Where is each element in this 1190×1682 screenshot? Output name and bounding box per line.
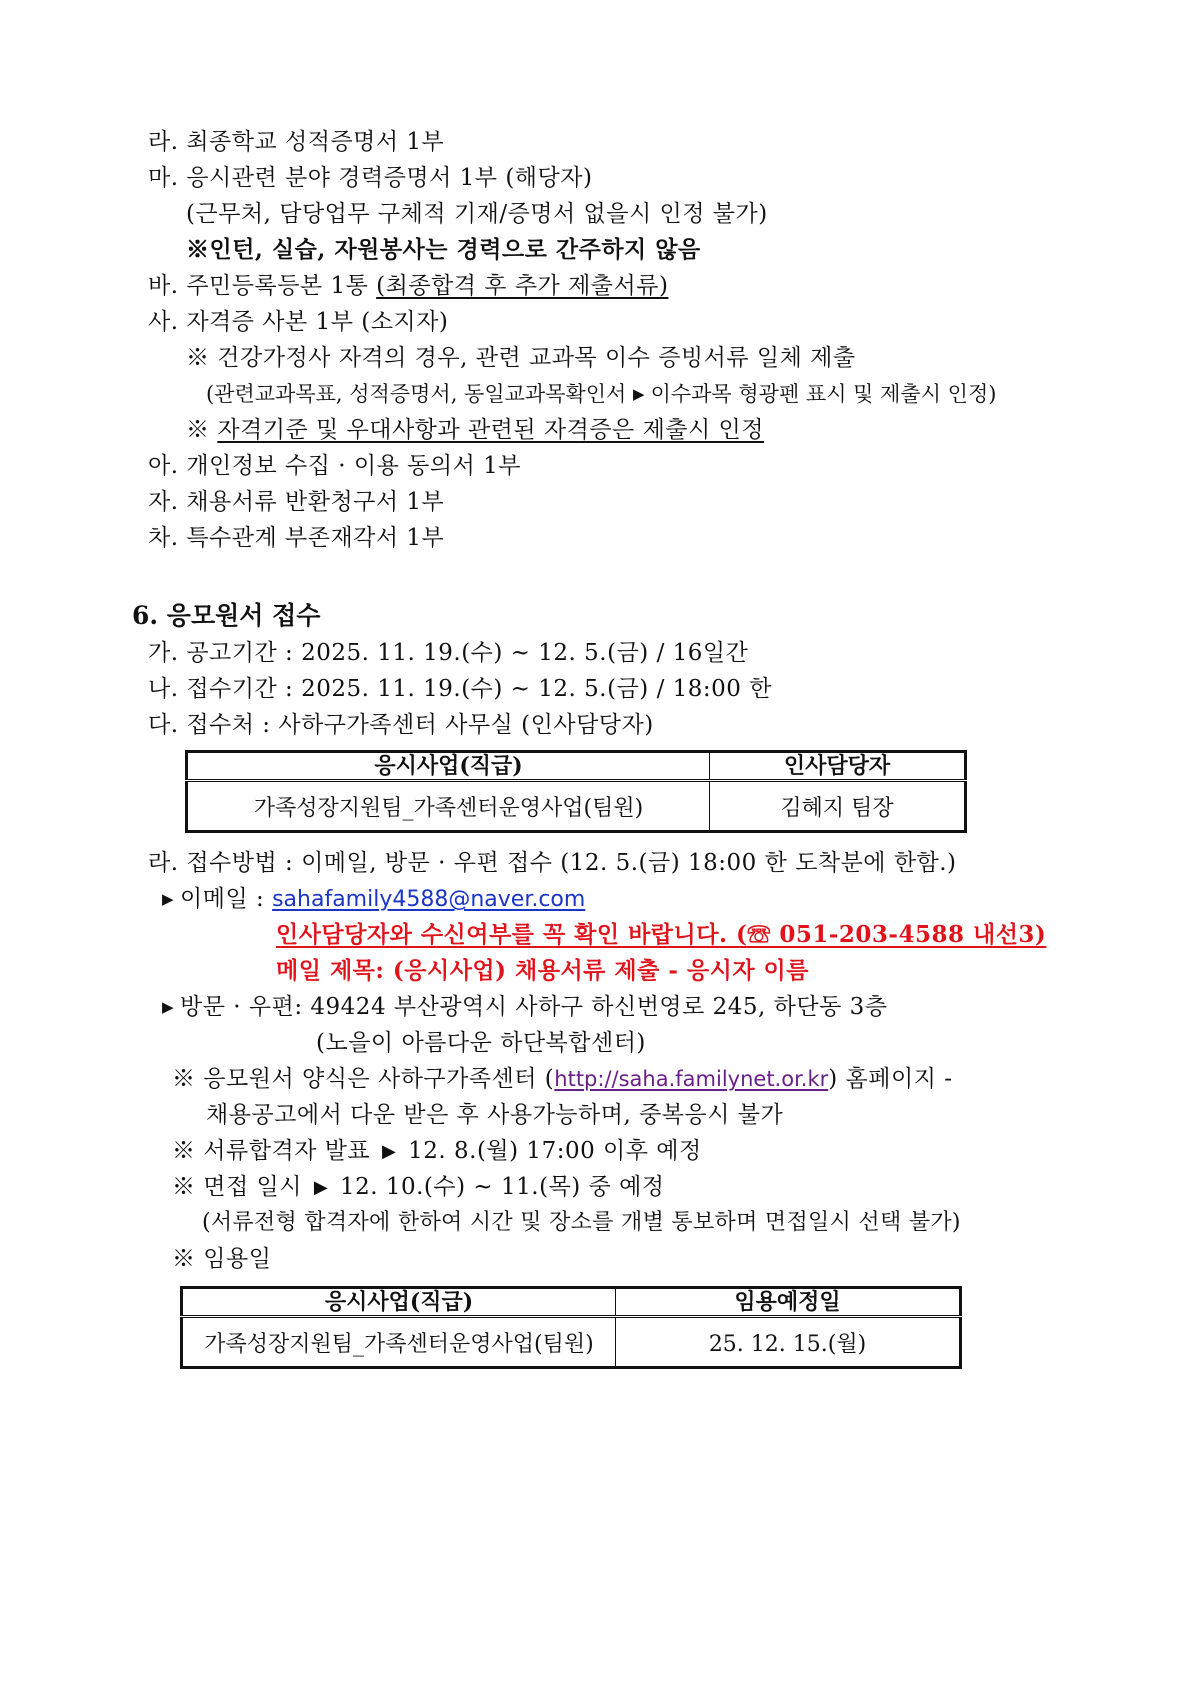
- email-confirm-note: 인사담당자와 수신여부를 꼭 확인 바랍니다. (☏ 051-203-4588 내선3): [276, 921, 1047, 948]
- career-cert-note: (근무처, 담당업무 구체적 기재/증명서 없을시 인정 불가): [186, 201, 768, 227]
- item-text: 응시관련 분야 경력증명서 1부 (해당자): [186, 165, 593, 191]
- section-6-title: 6. 응모원서 접수: [132, 601, 321, 630]
- triangle-right-icon: ▶: [313, 1177, 329, 1198]
- triangle-right-icon: ▶: [633, 385, 645, 403]
- notice-period: [148, 638, 748, 668]
- triangle-right-icon: ▶: [381, 1141, 397, 1162]
- hr-contact-table: [185, 750, 967, 833]
- appointment-note: ※ 임용일: [172, 1246, 272, 1272]
- table-row: [182, 1317, 961, 1368]
- email-line: [162, 884, 585, 915]
- result-date: 12. 8.(월) 17:00 이후 예정: [408, 1138, 702, 1164]
- table-cell: 25. 12. 15.(월): [616, 1317, 961, 1368]
- item-marker: 마.: [148, 165, 179, 191]
- triangle-right-icon: ▶: [162, 890, 175, 908]
- table-header-row: [187, 752, 966, 781]
- doc-item-ja: [148, 487, 444, 517]
- note-mark: ※: [186, 417, 210, 443]
- form-note-text: ※ 응모원서 양식은 사하구가족센터 (: [172, 1066, 555, 1092]
- application-place: [148, 710, 654, 740]
- item-text: 채용서류 반환청구서 1부: [186, 489, 445, 515]
- table-header-cell: 응시사업(직급): [182, 1288, 616, 1317]
- item-marker: 다.: [148, 712, 179, 738]
- email-link[interactable]: sahafamily4588@naver.com: [272, 887, 586, 912]
- doc-item-a: [148, 451, 521, 481]
- item-text: 최종학교 성적증명서 1부: [186, 129, 445, 155]
- application-form-note: [172, 1064, 953, 1094]
- course-docs-list: (관련교과목표, 성적증명서, 동일교과목확인서: [206, 382, 627, 406]
- visit-building: (노을이 아름다운 하단복합센터): [316, 1030, 646, 1056]
- item-text: 자격증 사본 1부 (소지자): [186, 309, 449, 335]
- item-text: 주민등록등본 1통: [186, 273, 377, 299]
- item-marker: 라.: [148, 850, 179, 876]
- certificate-acceptance-note: [186, 415, 764, 445]
- application-period: [148, 674, 772, 704]
- item-marker: 가.: [148, 640, 179, 666]
- item-text: 공고기간 : 2025. 11. 19.(수) ~ 12. 5.(금) / 16일간: [186, 640, 749, 666]
- interview-note: [172, 1172, 665, 1203]
- item-marker: 자.: [148, 489, 179, 515]
- application-method: [148, 848, 957, 878]
- item-text: 접수처 : 사하구가족센터 사무실 (인사담당자): [186, 712, 654, 738]
- table-row: [187, 781, 966, 832]
- item-text: 특수관계 부존재각서 1부: [186, 525, 445, 551]
- table-cell: 가족성장지원팀_가족센터운영사업(팀원): [187, 781, 710, 832]
- interview-label: ※ 면접 일시: [172, 1174, 302, 1200]
- table-cell: 가족성장지원팀_가족센터운영사업(팀원): [182, 1317, 616, 1368]
- result-label: ※ 서류합격자 발표: [172, 1138, 371, 1164]
- application-form-note-2: 채용공고에서 다운 받은 후 사용가능하며, 중복응시 불가: [206, 1102, 784, 1128]
- email-label: 이메일 :: [180, 886, 265, 912]
- email-subject-note: 메일 제목: (응시사업) 채용서류 제출 - 응시자 이름: [276, 957, 809, 984]
- table-header-cell: 응시사업(직급): [187, 752, 710, 781]
- triangle-right-icon: ▶: [162, 998, 175, 1016]
- interview-note-2: (서류전형 합격자에 한하여 시간 및 장소를 개별 통보하며 면접일시 선택 불가): [202, 1210, 961, 1235]
- item-marker: 나.: [148, 676, 179, 702]
- appointment-table: [180, 1286, 962, 1369]
- item-text: 개인정보 수집 · 이용 동의서 1부: [186, 453, 521, 479]
- table-header-row: [182, 1288, 961, 1317]
- doc-item-ra: [148, 127, 444, 157]
- doc-item-ba: [148, 271, 668, 301]
- visit-mail-line: [162, 992, 888, 1022]
- item-marker: 차.: [148, 525, 179, 551]
- item-text: 접수방법 : 이메일, 방문 · 우편 접수 (12. 5.(금) 18:00 한 도착분에 한함.): [186, 850, 957, 876]
- item-marker: 바.: [148, 273, 179, 299]
- item-marker: 라.: [148, 129, 179, 155]
- item-text: 접수기간 : 2025. 11. 19.(수) ~ 12. 5.(금) / 18:00 한: [186, 676, 772, 702]
- table-header-cell: 임용예정일: [616, 1288, 961, 1317]
- item-marker: 아.: [148, 453, 179, 479]
- interview-date: 12. 10.(수) ~ 11.(목) 중 예정: [339, 1174, 665, 1200]
- item-marker: 사.: [148, 309, 179, 335]
- document-result-note: [172, 1136, 702, 1167]
- homepage-link[interactable]: http://saha.familynet.or.kr: [554, 1067, 829, 1091]
- doc-item-sa: [148, 307, 448, 337]
- table-header-cell: 인사담당자: [710, 752, 966, 781]
- intern-exclusion-note: ※인턴, 실습, 자원봉사는 경력으로 간주하지 않음: [186, 236, 701, 263]
- family-counselor-note: ※ 건강가정사 자격의 경우, 관련 교과목 이수 증빙서류 일체 제출: [186, 345, 856, 371]
- form-note-text-end: ) 홈페이지 -: [828, 1066, 953, 1092]
- certificate-acceptance-text: 자격기준 및 우대사항과 관련된 자격증은 제출시 인정: [217, 417, 764, 443]
- visit-mail-address: 방문 · 우편: 49424 부산광역시 사하구 하신번영로 245, 하단동 3층: [180, 994, 888, 1020]
- course-docs-highlight: 이수과목 형광펜 표시 및 제출시 인정): [650, 382, 997, 406]
- table-cell: 김혜지 팀장: [710, 781, 966, 832]
- doc-item-cha: [148, 523, 444, 553]
- course-docs-note: [206, 379, 996, 409]
- final-pass-note: (최종합격 후 추가 제출서류): [376, 273, 669, 299]
- doc-item-ma: [148, 163, 592, 193]
